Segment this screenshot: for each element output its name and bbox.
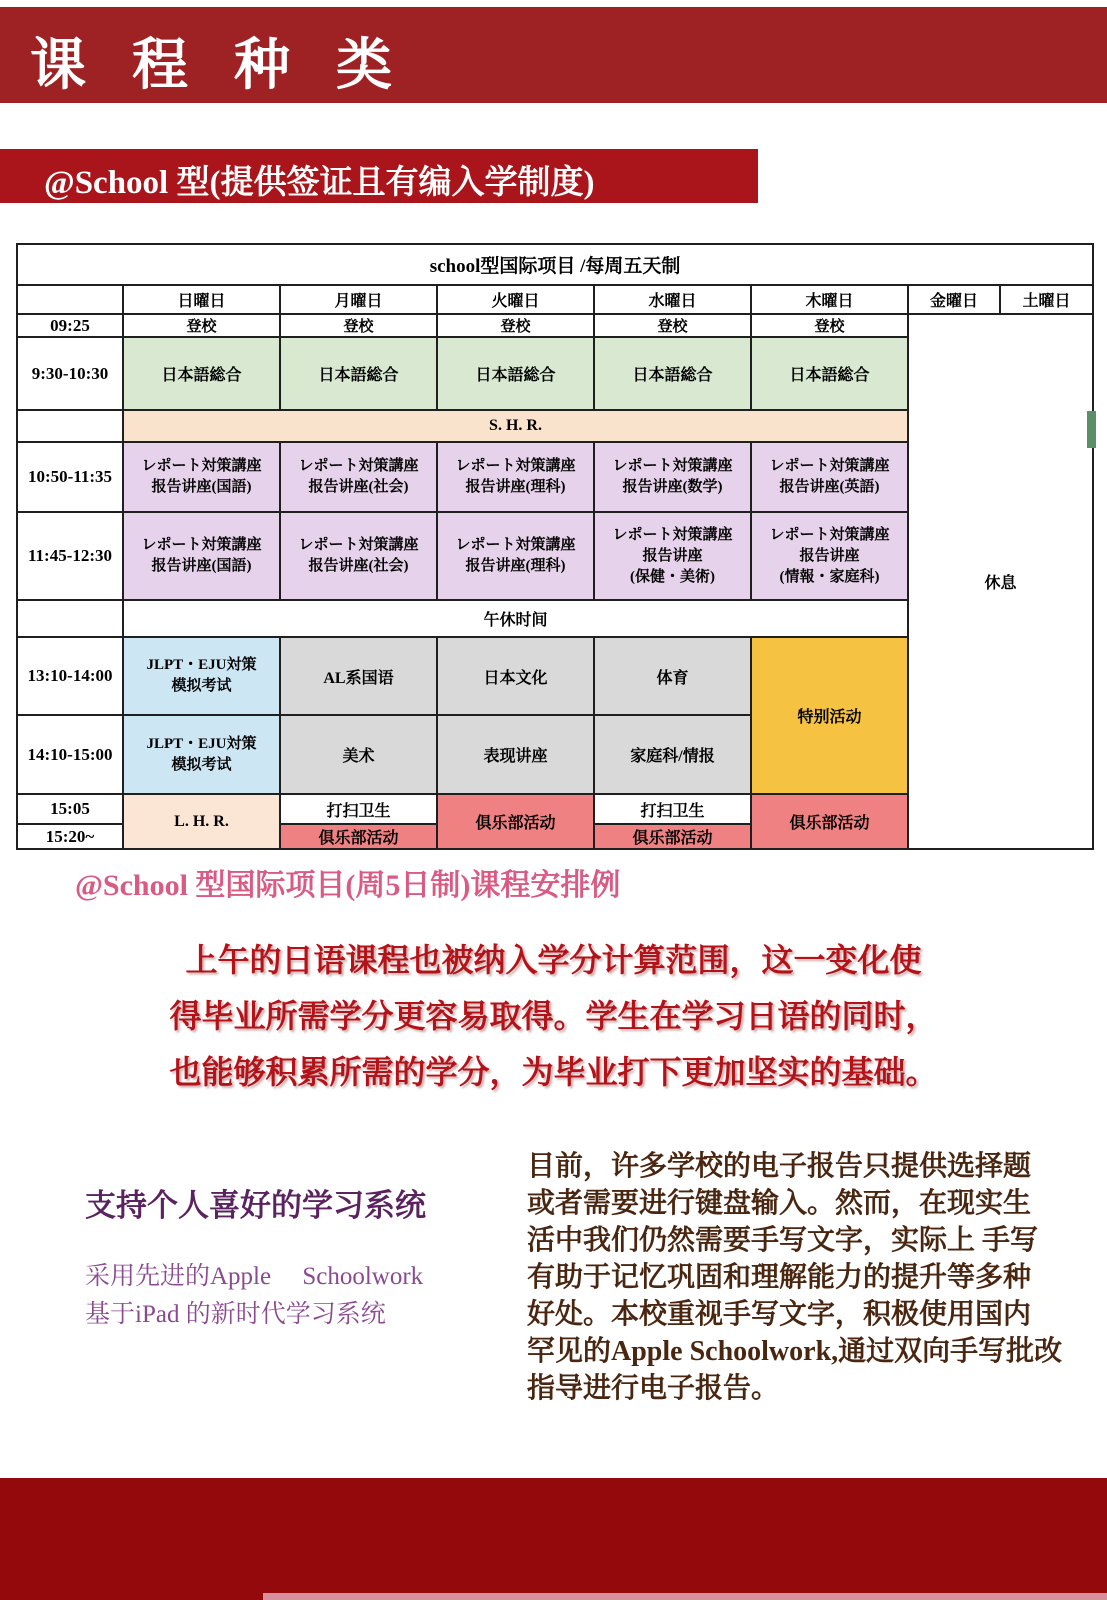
body-line: 活中我们仍然需要手写文字，实际上 手写 bbox=[527, 1225, 1039, 1256]
cell-japanese-thu: 日本語総合 bbox=[751, 337, 908, 410]
body-line: 罕见的Apple Schoolwork,通过双向手写批改 bbox=[527, 1336, 1063, 1367]
day-header-tuesday: 火曜日 bbox=[437, 285, 594, 314]
cell-report2-sun: レポート対策講座 报告讲座(国語) bbox=[123, 512, 280, 600]
cell-pm2-mon: 美术 bbox=[280, 715, 437, 794]
cell-pm1-wed: 体育 bbox=[594, 637, 751, 715]
body-line: 指导进行电子报告。 bbox=[527, 1373, 780, 1404]
cell-report2-tue: レポート対策講座 报告讲座(理科) bbox=[437, 512, 594, 600]
cell-arrival-tue: 登校 bbox=[437, 314, 594, 337]
header-band bbox=[0, 7, 1107, 103]
page-title: 课 程 种 类 bbox=[30, 35, 408, 97]
cell-report1-wed: レポート対策講座 报告讲座(数学) bbox=[594, 442, 751, 512]
cell-report1-thu: レポート対策講座 报告讲座(英語) bbox=[751, 442, 908, 512]
day-header-friday: 金曜日 bbox=[908, 285, 1000, 314]
timetable-title-row bbox=[17, 244, 1093, 285]
cell-arrival-wed: 登校 bbox=[594, 314, 751, 337]
day-header-sunday: 日曜日 bbox=[123, 285, 280, 314]
green-marker bbox=[1087, 411, 1096, 448]
cell-lunch: 午休时间 bbox=[123, 600, 908, 637]
cell-pm1-jlpt: JLPT・EJU対策 模拟考试 bbox=[123, 637, 280, 715]
cell-pm1-tue: 日本文化 bbox=[437, 637, 594, 715]
cell-japanese-wed: 日本語総合 bbox=[594, 337, 751, 410]
timetable-title: school型国际项目 /每周五天制 bbox=[17, 244, 1093, 285]
body-line: 好处。本校重视手写文字，积极使用国内 bbox=[527, 1299, 1032, 1330]
cell-pm2-jlpt: JLPT・EJU対策 模拟考试 bbox=[123, 715, 280, 794]
cell-report1-sun: レポート対策講座 报告讲座(国語) bbox=[123, 442, 280, 512]
time-shr-empty bbox=[17, 410, 123, 442]
learning-system-subline: 采用先进的Apple Schoolwork bbox=[85, 1263, 424, 1290]
cell-arrival-sun: 登校 bbox=[123, 314, 280, 337]
time-0925: 09:25 bbox=[17, 314, 123, 337]
cell-report1-tue: レポート対策講座 报告讲座(理科) bbox=[437, 442, 594, 512]
section-banner bbox=[0, 149, 758, 203]
day-header-empty bbox=[17, 285, 123, 314]
body-line: 或者需要进行键盘输入。然而，在现实生 bbox=[527, 1188, 1032, 1219]
cell-report2-wed: レポート対策講座 报告讲座 (保健・美術) bbox=[594, 512, 751, 600]
body-line: 目前，许多学校的电子报告只提供选择题 bbox=[527, 1151, 1032, 1182]
cell-report2-mon: レポート対策講座 报告讲座(社会) bbox=[280, 512, 437, 600]
cell-special-activity: 特别活动 bbox=[751, 637, 908, 794]
credit-note-line: 也能够积累所需的学分，为毕业打下更加坚实的基础。 bbox=[169, 1054, 938, 1090]
learning-system-body bbox=[527, 1148, 1077, 1407]
time-1310-1400: 13:10-14:00 bbox=[17, 637, 123, 715]
cell-club-wed: 俱乐部活动 bbox=[594, 824, 751, 849]
credit-note-line: 上午的日语课程也被纳入学分计算范围，这一变化使 bbox=[185, 942, 922, 978]
cell-japanese-tue: 日本語総合 bbox=[437, 337, 594, 410]
cell-arrival-thu: 登校 bbox=[751, 314, 908, 337]
cell-club-mon: 俱乐部活动 bbox=[280, 824, 437, 849]
time-1520: 15:20~ bbox=[17, 824, 123, 849]
time-1410-1500: 14:10-15:00 bbox=[17, 715, 123, 794]
cell-cleaning-mon: 打扫卫生 bbox=[280, 794, 437, 824]
cell-shr: S. H. R. bbox=[123, 410, 908, 442]
cell-pm1-mon: AL系国语 bbox=[280, 637, 437, 715]
cell-club-tue: 俱乐部活动 bbox=[437, 794, 594, 849]
time-1145-1230: 11:45-12:30 bbox=[17, 512, 123, 600]
section-banner-label: @School 型(提供签证且有编入学制度) bbox=[44, 165, 595, 201]
row-arrival bbox=[17, 314, 1093, 337]
time-1505: 15:05 bbox=[17, 794, 123, 824]
table-caption: @School 型国际项目(周5日制)课程安排例 bbox=[75, 869, 621, 902]
day-header-monday: 月曜日 bbox=[280, 285, 437, 314]
day-header-wednesday: 水曜日 bbox=[594, 285, 751, 314]
footer-band bbox=[0, 1478, 1107, 1600]
day-header-thursday: 木曜日 bbox=[751, 285, 908, 314]
cell-lhr: L. H. R. bbox=[123, 794, 280, 849]
day-header-row bbox=[17, 285, 1093, 314]
cell-report1-mon: レポート対策講座 报告讲座(社会) bbox=[280, 442, 437, 512]
body-line: 有助于记忆巩固和理解能力的提升等多种 bbox=[527, 1262, 1032, 1293]
cell-report2-thu: レポート対策講座 报告讲座 (情報・家庭科) bbox=[751, 512, 908, 600]
cell-arrival-mon: 登校 bbox=[280, 314, 437, 337]
learning-system-subline: 基于iPad 的新时代学习系统 bbox=[85, 1301, 386, 1328]
cell-cleaning-wed: 打扫卫生 bbox=[594, 794, 751, 824]
learning-system-heading: 支持个人喜好的学习系统 bbox=[85, 1188, 426, 1223]
credit-note-line: 得毕业所需学分更容易取得。学生在学习日语的同时， bbox=[169, 998, 938, 1034]
time-0930-1030: 9:30-10:30 bbox=[17, 337, 123, 410]
day-header-saturday: 土曜日 bbox=[1000, 285, 1093, 314]
timetable bbox=[16, 243, 1094, 850]
credit-note bbox=[0, 932, 1107, 1100]
learning-system-subtext bbox=[85, 1258, 423, 1334]
timetable-grid bbox=[16, 243, 1094, 850]
time-1050-1135: 10:50-11:35 bbox=[17, 442, 123, 512]
time-lunch-empty bbox=[17, 600, 123, 637]
cell-pm2-tue: 表现讲座 bbox=[437, 715, 594, 794]
cell-rest-weekend: 休息 bbox=[908, 314, 1093, 849]
footer-accent-strip bbox=[263, 1593, 1107, 1600]
cell-pm2-wed: 家庭科/情报 bbox=[594, 715, 751, 794]
cell-club-thu: 俱乐部活动 bbox=[751, 794, 908, 849]
cell-japanese-sun: 日本語総合 bbox=[123, 337, 280, 410]
cell-japanese-mon: 日本語総合 bbox=[280, 337, 437, 410]
